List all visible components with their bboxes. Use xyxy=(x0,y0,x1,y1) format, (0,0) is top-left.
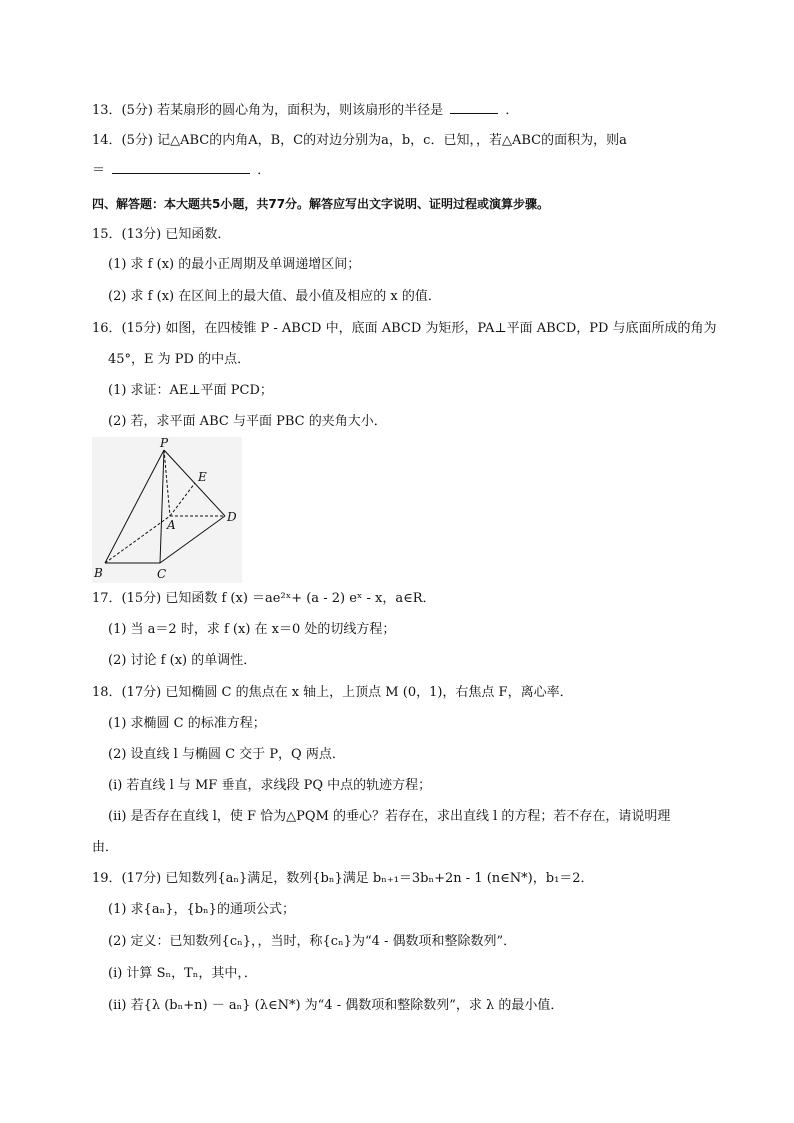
question-15-part-2: (2) 求 f (x) 在区间上的最大值、最小值及相应的 x 的值． xyxy=(108,289,441,304)
q14-answer-blank[interactable] xyxy=(112,161,250,174)
q13-text: 13．(5分) 若某扇形的圆心角为，面积为，则该扇形的半径是 xyxy=(92,103,444,118)
question-15-stem: 15．(13分) 已知函数． xyxy=(92,227,231,242)
label-P: P xyxy=(160,437,169,450)
label-D: D xyxy=(227,510,237,524)
q14-equals: ＝ xyxy=(92,163,106,178)
label-B: B xyxy=(94,566,103,580)
label-E: E xyxy=(198,470,207,484)
question-18-part-1: (1) 求椭圆 C 的标准方程； xyxy=(108,716,266,731)
question-15-part-1: (1) 求 f (x) 的最小正周期及单调递增区间； xyxy=(108,257,361,272)
question-18-stem: 18．(17分) 已知椭圆 C 的焦点在 x 轴上，上顶点 M (0，1)，右焦点 F，离心率． xyxy=(92,685,573,700)
question-19-part-2-ii: (ii) 若{λ (bₙ+n) － aₙ} (λ∈N*) 为“4 - 偶数项和整除数列”，求 λ 的最小值． xyxy=(108,998,564,1013)
question-19-part-2-i: (i) 计算 Sₙ，Tₙ，其中，． xyxy=(108,966,257,981)
question-16-part-2: (2) 若，求平面 ABC 与平面 PBC 的夹角大小． xyxy=(108,414,387,429)
question-19-part-2: (2) 定义：已知数列{cₙ}，，当时，称{cₙ}为“4 - 偶数项和整除数列”． xyxy=(108,934,517,949)
question-18-part-2-ii-end: 由． xyxy=(92,840,119,855)
question-18-part-2-ii: (ii) 是否存在直线 l，使 F 恰为△PQM 的垂心？若存在，求出直线 l 的方程；若不存在，请说明理 xyxy=(108,809,671,824)
pyramid-diagram xyxy=(92,437,242,583)
question-18-part-2-i: (i) 若直线 l 与 MF 垂直，求线段 PQ 中点的轨迹方程； xyxy=(108,778,432,793)
question-17-part-2: (2) 讨论 f (x) 的单调性． xyxy=(108,653,257,668)
question-13 xyxy=(92,101,518,121)
label-A: A xyxy=(167,518,176,532)
q13-end: ． xyxy=(505,103,519,118)
question-17-stem: 17．(15分) 已知函数 f (x) ＝ae²ˣ+ (a - 2) eˣ - x，a∈R． xyxy=(92,591,436,606)
question-17-part-1: (1) 当 a＝2 时，求 f (x) 在 x＝0 处的切线方程； xyxy=(108,622,396,637)
label-C: C xyxy=(157,567,167,581)
question-14-line1: 14．(5分) 记△ABC的内角A，B，C的对边分别为a，b，c．已知，，若△ABC的面积为，则a xyxy=(92,133,627,148)
q13-answer-blank[interactable] xyxy=(450,101,498,114)
question-16-stem-line1: 16．(15分) 如图，在四棱锥 P - ABCD 中，底面 ABCD 为矩形，PA⊥平面 ABCD，PD 与底面所成的角为 xyxy=(92,321,717,336)
question-16-part-1: (1) 求证：AE⊥平面 PCD； xyxy=(108,383,273,398)
question-19-part-1: (1) 求{aₙ}，{bₙ}的通项公式； xyxy=(108,902,295,917)
question-18-part-2: (2) 设直线 l 与椭圆 C 交于 P，Q 两点． xyxy=(108,747,345,762)
q14-end: ． xyxy=(257,163,271,178)
section-4-heading: 四、解答题：本大题共5小题，共77分。解答应写出文字说明、证明过程或演算步骤。 xyxy=(92,197,550,211)
question-16-stem-line2: 45°，E 为 PD 的中点． xyxy=(108,352,251,367)
pyramid-figure xyxy=(92,437,242,583)
question-14-line2 xyxy=(92,161,270,181)
question-19-stem: 19．(17分) 已知数列{aₙ}满足，数列{bₙ}满足 bₙ₊₁＝3bₙ+2n - 1 (n∈N*)，b₁＝2． xyxy=(92,871,594,886)
